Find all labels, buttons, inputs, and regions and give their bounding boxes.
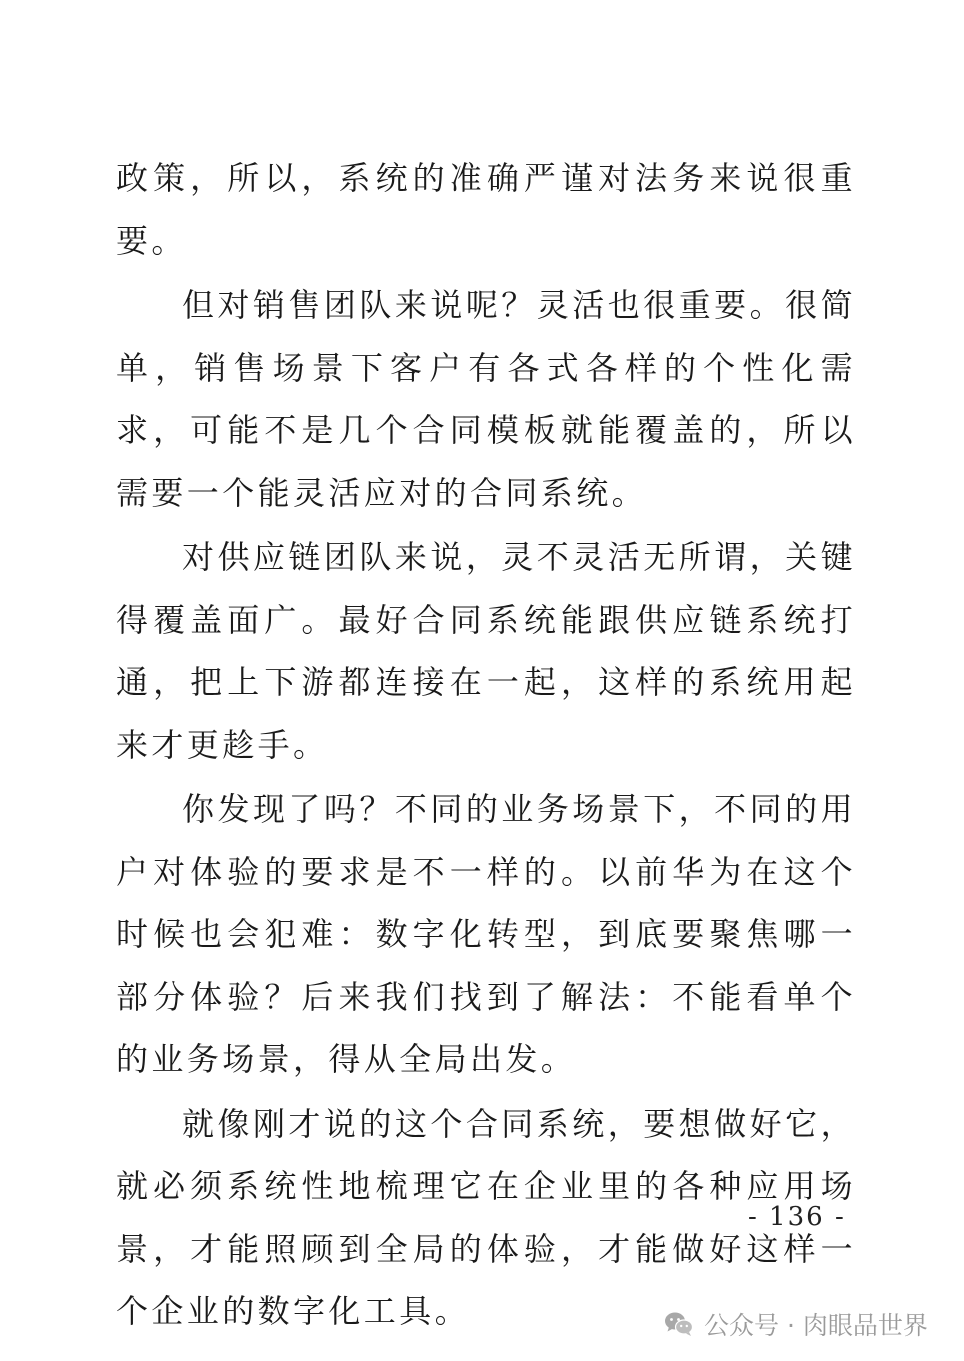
wechat-icon <box>664 1311 694 1337</box>
body-text <box>116 147 856 1345</box>
page-number: - 136 - <box>748 1202 846 1232</box>
paragraph-5: 就像刚才说的这个合同系统，要想做好它，就必须系统性地梳理它在企业里的各种应用场景，才能照顾到全局的体验，才能做好这样一个企业的数字化工具。 <box>116 1104 856 1330</box>
watermark-text: 公众号 · 肉眼品世界 <box>704 1311 928 1340</box>
paragraph-1: 政策，所以，系统的准确严谨对法务来说很重要。 <box>116 159 856 260</box>
watermark <box>664 1306 928 1342</box>
paragraph-4: 你发现了吗？不同的业务场景下，不同的用户对体验的要求是不一样的。以前华为在这个时候也会犯难：数字化转型，到底要聚焦哪一部分体验？后来我们找到了解法：不能看单个的业务场景，得从全局出发。 <box>116 790 856 1078</box>
paragraph-3: 对供应链团队来说，灵不灵活无所谓，关键得覆盖面广。最好合同系统能跟供应链系统打通，把上下游都连接在一起，这样的系统用起来才更趁手。 <box>116 538 856 764</box>
paragraph-2: 但对销售团队来说呢？灵活也很重要。很简单，销售场景下客户有各式各样的个性化需求，可能不是几个合同模板就能覆盖的，所以需要一个能灵活应对的合同系统。 <box>116 286 856 512</box>
